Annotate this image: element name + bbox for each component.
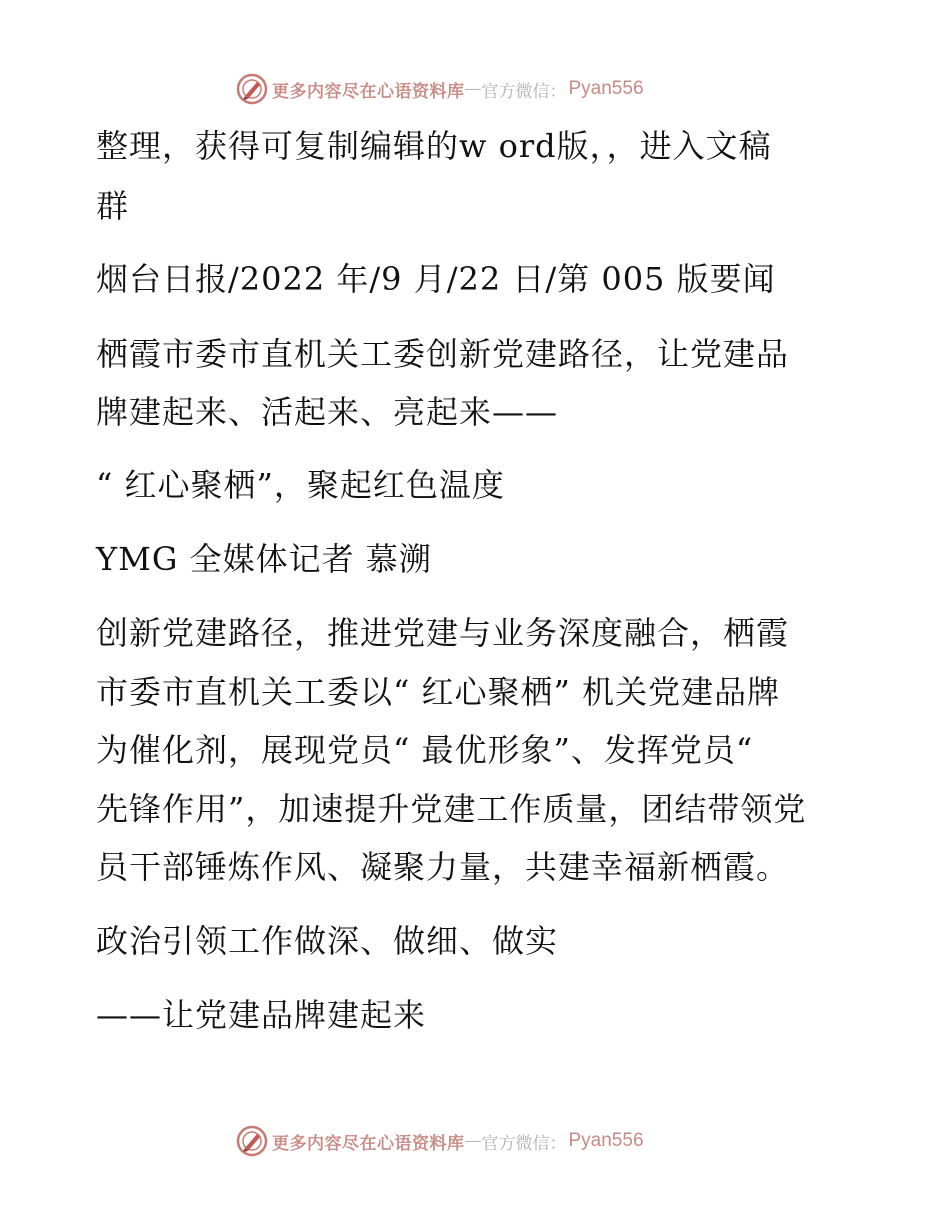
text-line: YMG 全媒体记者 慕溯 — [96, 540, 432, 578]
text-line: 员干部锤炼作风、凝聚力量，共建幸福新栖霞。 — [96, 848, 790, 886]
text-line: 市委市直机关工委以“ 红心聚栖” 机关党建品牌 — [96, 673, 781, 711]
text-line: 群 — [96, 187, 130, 225]
text-line: 整理，获得可复制编辑的w ord版，，进入文稿 — [96, 127, 772, 165]
section-heading: 政治引领工作做深、做细、做实 — [96, 922, 559, 960]
text-line: 先锋作用”，加速提升党建工作质量，团结带领党 — [96, 790, 807, 828]
watermark-title: 更多内容尽在心语资料库 — [272, 1133, 465, 1154]
text-line: 为催化剂，展现党员“ 最优形象”、发挥党员“ — [96, 731, 754, 769]
text-line: 创新党建路径，推进党建与业务深度融合，栖霞 — [96, 614, 790, 652]
section-subheading: ——让党建品牌建起来 — [96, 996, 427, 1034]
watermark-wechat-id: Pyan556 — [568, 78, 644, 99]
watermark-title: 更多内容尽在心语资料库 — [272, 81, 465, 102]
text-line: 牌建起来、活起来、亮起来—— — [96, 393, 559, 431]
watermark-separator: — — [464, 79, 482, 99]
text-line: “ 红心聚栖”，聚起红色温度 — [96, 466, 505, 504]
watermark-wechat-id: Pyan556 — [568, 1130, 644, 1151]
pen-logo-icon — [236, 1125, 268, 1157]
pen-logo-icon — [236, 73, 268, 105]
text-line: 烟台日报/2022 年/9 月/22 日/第 005 版要闻 — [96, 260, 776, 298]
watermark-separator: — — [464, 1131, 482, 1151]
watermark-subtitle: 官方微信： — [481, 81, 567, 102]
header-watermark — [236, 72, 644, 106]
watermark-subtitle: 官方微信： — [481, 1133, 567, 1154]
footer-watermark — [236, 1124, 644, 1158]
text-line: 栖霞市委市直机关工委创新党建路径，让党建品 — [96, 335, 790, 373]
